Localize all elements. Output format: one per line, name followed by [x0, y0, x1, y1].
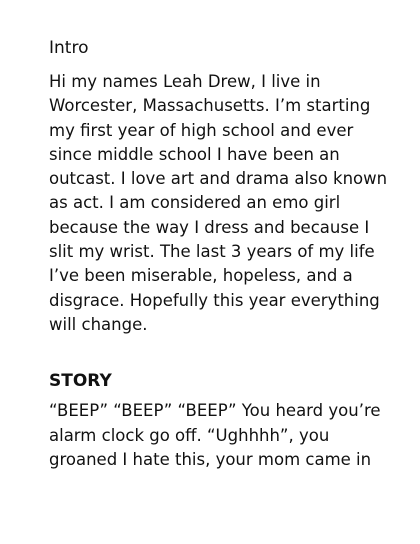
intro-paragraph: Hi my names Leah Drew, I live in Worcester, Massachusetts. I’m starting my first year of high school and ever since middle school I have been an outcast. I love art and drama also known as act. I am considered an emo girl because the way I dress and because I slit my wrist. The last 3 years of my life I’ve been miserable, hopeless, and a disgrace. Hopefully this year everything will change. — [49, 72, 388, 334]
intro-heading: Intro — [49, 38, 89, 58]
story-heading: STORY — [49, 371, 112, 392]
story-paragraph: “BEEP” “BEEP” “BEEP” You heard you’re alarm clock go off. “Ughhhh”, you groaned I hate this, your mom came in — [49, 401, 381, 469]
